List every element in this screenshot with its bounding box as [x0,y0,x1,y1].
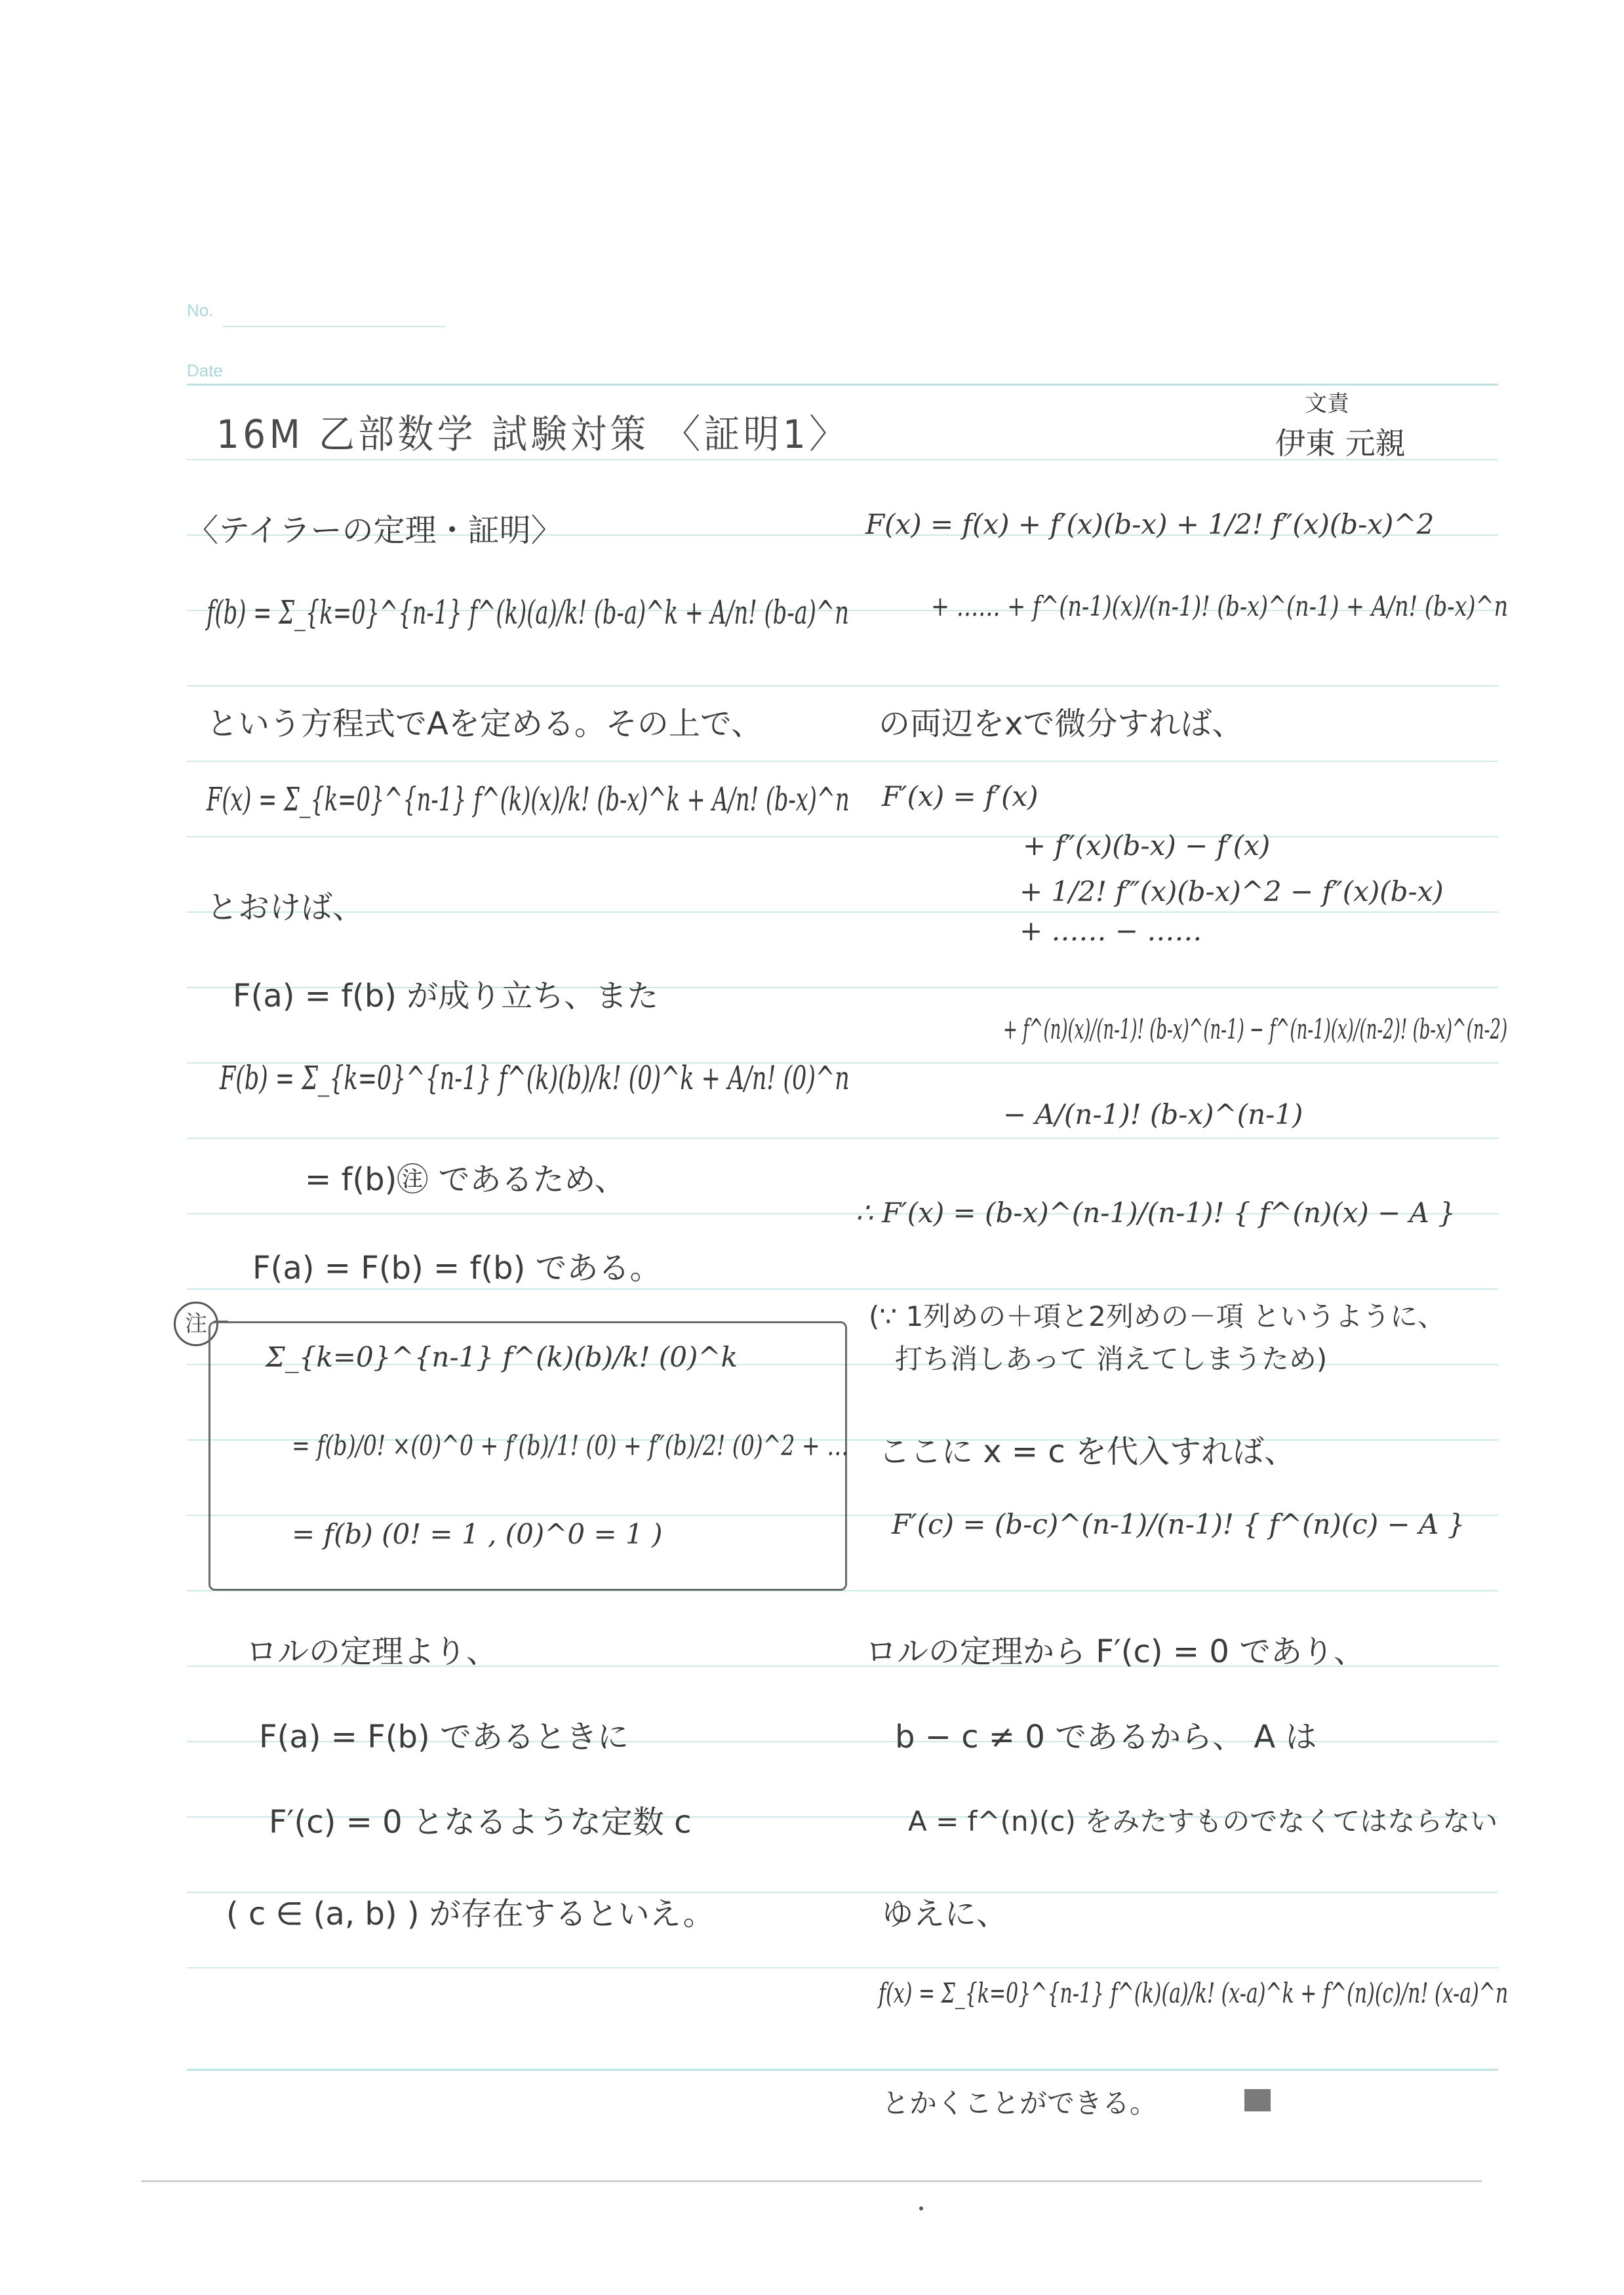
page-title: 16M 乙部数学 試験対策 〈証明1〉 [216,412,849,458]
page-bottom-line [141,2180,1482,2182]
reason-line: (∵ 1列めの＋項と2列めの－項 というように、 [869,1300,1446,1332]
equation-F-b: F(b) = Σ_{k=0}^{n-1} f^(k)(b)/k! (0)^k + A/n! (0)^n [220,1059,850,1097]
taylor-result: f(x) = Σ_{k=0}^{n-1} f^(k)(a)/k! (x-a)^k + f^(n)(c)/n! (x-a)^n [879,1977,1509,2009]
ruled-line [187,1967,1498,1968]
text-line: F′(c) = 0 となるような定数 c [269,1804,692,1841]
text-line: F(a) = f(b) が成り立ち、また [233,978,659,1014]
ruled-line [187,761,1498,762]
no-line [223,326,446,327]
text-line: という方程式でAを定める。その上で、 [207,706,762,742]
equation-F-definition: F(x) = Σ_{k=0}^{n-1} f^(k)(x)/k! (b-x)^k + A/n! (b-x)^n [207,780,850,818]
text-line: F(a) = F(b) であるときに [259,1719,629,1755]
derivative-line: + f″(x)(b-x) − f′(x) [1023,829,1271,862]
ruled-line [187,1138,1498,1139]
equation-F-expanded: + …… + f^(n-1)(x)/(n-1)! (b-x)^(n-1) + A/n! (b-x)^n [931,590,1509,622]
date-label: Date [187,361,223,380]
derivative-line: F′(x) = f′(x) [882,780,1039,812]
note-line: = f(b) (0! = 1 , (0)^0 = 1 ) [292,1518,663,1550]
ruled-line [187,685,1498,687]
ruled-line [187,911,1498,913]
stray-dot [919,2206,923,2210]
text-line: A = f^(n)(c) をみたすものでなくてはならない [908,1805,1498,1837]
ruled-line [187,836,1498,837]
derivative-line: + 1/2! f‴(x)(b-x)^2 − f″(x)(b-x) [1020,875,1444,908]
reason-line: 打ち消しあって 消えてしまうため) [895,1343,1328,1375]
ruled-line [187,2069,1498,2071]
text-line: ロルの定理から F′(c) = 0 であり、 [865,1633,1366,1670]
ruled-line [187,384,1498,386]
text-line: とおけば、 [207,889,365,926]
equation-definition: f(b) = Σ_{k=0}^{n-1} f^(k)(a)/k! (b-a)^k + A/n! (b-a)^n [207,593,849,631]
text-line: ゆえに、 [882,1896,1008,1932]
note-line: Σ_{k=0}^{n-1} f^(k)(b)/k! (0)^k [266,1341,738,1373]
text-line: の両辺をxで微分すれば、 [879,706,1244,742]
derivative-line: − A/(n-1)! (b-x)^(n-1) [1003,1098,1303,1130]
derivative-result: ∴ F′(x) = (b-x)^(n-1)/(n-1)! { f^(n)(x) − A } [856,1197,1456,1229]
text-line: = f(b)㊟ であるため、 [305,1161,626,1198]
text-line: b − c ≠ 0 であるから、 A は [895,1719,1317,1755]
derivative-line: + f^(n)(x)/(n-1)! (b-x)^(n-1) − f^(n-1)(x)/(n-2)! (b-x)^(n-2) [1003,1013,1508,1045]
derivative-line: + …… − …… [1020,915,1202,947]
note-line: = f(b)/0! ×(0)^0 + f′(b)/1! (0) + f″(b)/2! (0)^2 + … [292,1429,849,1462]
note-mark: 注 [174,1302,218,1346]
equation-F-c: F′(c) = (b-c)^(n-1)/(n-1)! { f^(n)(c) − A } [892,1508,1465,1540]
ruled-line [187,1288,1498,1290]
no-label: No. [187,300,214,320]
author-name: 伊東 元親 [1275,426,1406,461]
text-line: とかくことができる。 [882,2087,1158,2119]
qed-mark [1244,2089,1271,2111]
text-line: ロルの定理より、 [246,1633,498,1670]
author-role: 文責 [1305,391,1349,417]
section-title: 〈テイラーの定理・証明〉 [187,512,563,549]
equation-F-expanded: F(x) = f(x) + f′(x)(b-x) + 1/2! f″(x)(b-x)^2 [865,508,1435,540]
text-line: F(a) = F(b) = f(b) である。 [252,1250,662,1287]
text-line: ここに x = c を代入すれば、 [879,1433,1296,1470]
text-line: ( c ∈ (a, b) ) が存在するといえ。 [226,1896,715,1932]
